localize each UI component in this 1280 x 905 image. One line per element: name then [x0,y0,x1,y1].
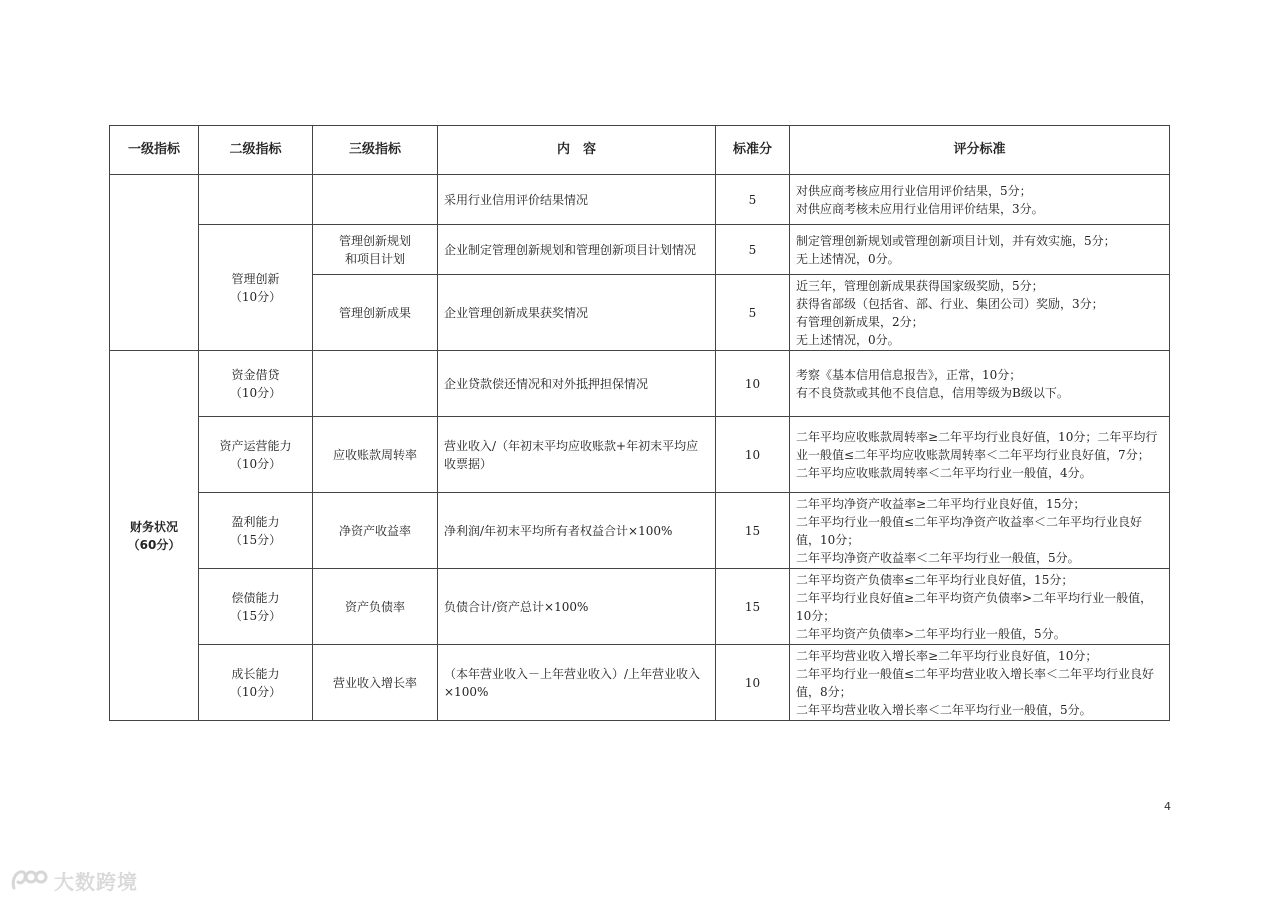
criteria-line: 二年平均净资产收益率＜二年平均行业一般值，5分。 [796,550,1080,565]
score-cell: 10 [716,351,790,417]
header-level2: 二级指标 [199,126,313,175]
criteria-line: 有不良贷款或其他不良信息，信用等级为B级以下。 [796,385,1069,400]
criteria-cell [790,645,1170,721]
criteria-line: 二年平均行业一般值≤二年平均净资产收益率＜二年平均行业良好值，10分； [796,514,1143,547]
criteria-line: 二年平均资产负债率≤二年平均行业良好值，15分； [796,572,1074,587]
criteria-line: 无上述情况，0分。 [796,332,900,347]
criteria-line: 二年平均应收账款周转率＜二年平均行业一般值，4分。 [796,465,1092,480]
header-level1: 一级指标 [110,126,199,175]
content-cell: 营业收入/（年初末平均应收账款+年初末平均应收票据） [438,417,716,493]
content-cell: 企业管理创新成果获奖情况 [438,275,716,351]
criteria-line: 无上述情况，0分。 [796,251,900,266]
level2-cell [199,493,313,569]
score-cell: 5 [716,225,790,275]
level2-label: 资产运营能力 （10分） [219,438,292,471]
table-row [110,175,1170,225]
level1-label: 财务状况 （60分） [127,519,181,552]
level2-label: 管理创新 （10分） [229,271,282,304]
criteria-cell [790,351,1170,417]
table-header-row [110,126,1170,175]
level2-cell [199,569,313,645]
criteria-line: 二年平均营业收入增长率＜二年平均行业一般值，5分。 [796,702,1092,717]
content-cell: 净利润/年初末平均所有者权益合计×100% [438,493,716,569]
criteria-line: 二年平均净资产收益率≥二年平均行业良好值，15分； [796,496,1086,511]
level1-cell-empty [110,175,199,351]
score-cell: 5 [716,275,790,351]
evaluation-table [109,125,1170,721]
level3-cell: 营业收入增长率 [313,645,438,721]
watermark [10,865,138,895]
table-row [110,493,1170,569]
criteria-line: 获得省部级（包括省、部、行业、集团公司）奖励，3分； [796,296,1104,311]
criteria-line: 制定管理创新规划或管理创新项目计划，并有效实施，5分； [796,233,1116,248]
criteria-line: 考察《基本信用信息报告》，正常，10分； [796,367,1022,382]
header-content: 内 容 [438,126,716,175]
header-level3: 三级指标 [313,126,438,175]
level2-label: 偿债能力 （15分） [229,590,282,623]
score-cell: 15 [716,493,790,569]
criteria-line: 二年平均应收账款周转率≥二年平均行业良好值，10分；二年平均行业一般值≤二年平均应收账款周转率＜二年平均行业良好值，7分； [796,429,1158,462]
criteria-line: 对供应商考核未应用行业信用评价结果，3分。 [796,201,1044,216]
level3-cell [313,225,438,275]
level3-cell: 资产负债率 [313,569,438,645]
content-cell: 负债合计/资产总计×100% [438,569,716,645]
criteria-cell [790,417,1170,493]
score-cell: 5 [716,175,790,225]
table-row [110,417,1170,493]
level3-cell-empty [313,351,438,417]
score-cell: 15 [716,569,790,645]
level2-cell-empty [199,175,313,225]
criteria-cell [790,225,1170,275]
table-row [110,645,1170,721]
level2-cell [199,417,313,493]
criteria-line: 近三年，管理创新成果获得国家级奖励，5分； [796,278,1044,293]
content-cell: 企业制定管理创新规划和管理创新项目计划情况 [438,225,716,275]
level2-cell [199,225,313,351]
score-cell: 10 [716,645,790,721]
level3-cell-empty [313,175,438,225]
page-number: 4 [1164,800,1171,813]
level2-label: 成长能力 （10分） [229,666,282,699]
criteria-line: 对供应商考核应用行业信用评价结果，5分； [796,183,1032,198]
table-row [110,569,1170,645]
level2-label: 盈利能力 （15分） [229,514,282,547]
criteria-cell [790,175,1170,225]
content-cell: （本年营业收入－上年营业收入）/上年营业收入×100% [438,645,716,721]
level3-cell: 净资产收益率 [313,493,438,569]
watermark-text: 大数跨境 [54,869,138,894]
criteria-line: 二年平均资产负债率>二年平均行业一般值，5分。 [796,626,1066,641]
criteria-line: 二年平均行业一般值≤二年平均营业收入增长率＜二年平均行业良好值，8分； [796,666,1155,699]
level2-cell [199,645,313,721]
level3-cell: 应收账款周转率 [313,417,438,493]
content-cell: 采用行业信用评价结果情况 [438,175,716,225]
header-criteria: 评分标准 [790,126,1170,175]
table-row [110,225,1170,275]
header-standard-score: 标准分 [716,126,790,175]
level2-label: 资金借贷 （10分） [229,367,282,400]
criteria-cell [790,569,1170,645]
criteria-line: 二年平均行业良好值≥二年平均资产负债率>二年平均行业一般值，10分； [796,590,1153,623]
level1-cell [110,351,199,721]
criteria-cell [790,493,1170,569]
criteria-cell [790,275,1170,351]
level3-label: 管理创新规划 和项目计划 [338,233,411,266]
watermark-logo-icon [10,868,48,892]
criteria-line: 有管理创新成果，2分； [796,314,924,329]
criteria-line: 二年平均营业收入增长率≥二年平均行业良好值，10分； [796,648,1098,663]
score-cell: 10 [716,417,790,493]
table-row [110,351,1170,417]
level2-cell [199,351,313,417]
content-cell: 企业贷款偿还情况和对外抵押担保情况 [438,351,716,417]
level3-cell: 管理创新成果 [313,275,438,351]
